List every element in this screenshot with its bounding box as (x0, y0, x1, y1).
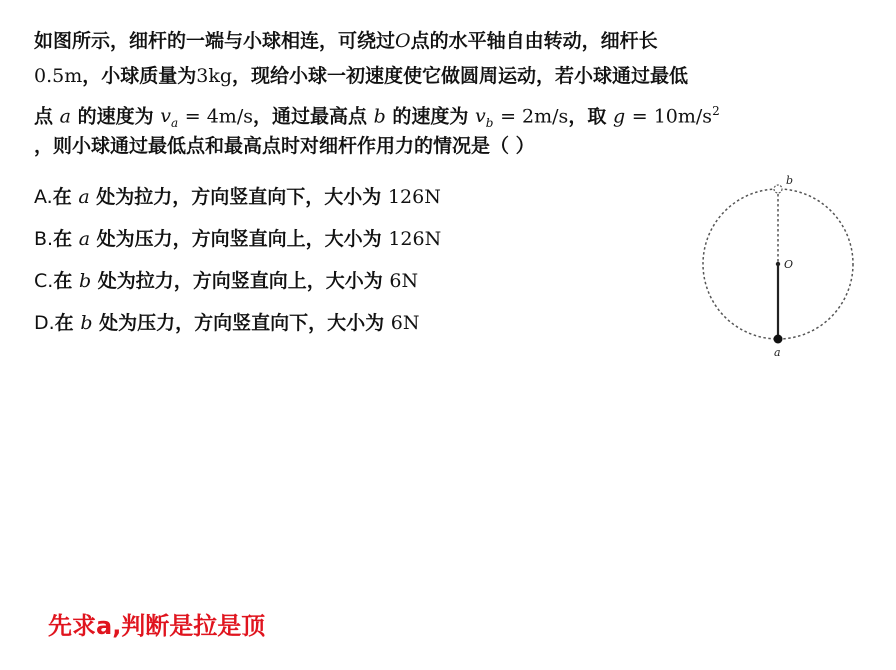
question-line-4: ，则小球通过最低点和最高点时对细杆作用力的情况是（ ） (34, 135, 535, 157)
ball-mass: 3kg (196, 65, 233, 87)
option-c[interactable]: C.在 b 处为拉力，方向竖直向上，大小为 6N (34, 270, 419, 292)
handwritten-hint: 先求a,判断是拉是顶 (48, 612, 266, 640)
pivot-O (776, 262, 780, 266)
answer-options (34, 176, 441, 344)
label-a: a (774, 346, 781, 359)
option-b[interactable]: B.在 a 处为压力，方向竖直向上，大小为 126N (34, 228, 442, 250)
rod-length: 0.5m (34, 65, 83, 87)
question-line-1: 如图所示，细杆的一端与小球相连，可绕过O点的水平轴自由转动，细杆长 (34, 30, 658, 52)
ball-b (774, 185, 782, 193)
velocity-a: $v_a$ (160, 105, 179, 131)
label-O: O (784, 258, 794, 271)
gravity-symbol: g (612, 105, 626, 128)
option-d[interactable]: D.在 b 处为压力，方向竖直向下，大小为 6N (34, 312, 420, 334)
velocity-b: $v_b$ (475, 105, 494, 131)
label-b: b (786, 174, 794, 187)
option-a[interactable]: A.在 a 处为拉力，方向竖直向下，大小为 126N (34, 186, 441, 208)
question-line-2: 0.5m，小球质量为3kg，现给小球一初速度使它做圆周运动，若小球通过最低 (34, 65, 689, 87)
ball-a (774, 335, 783, 344)
question-line-3: 点 a 的速度为 $v_a = 4m/s$，通过最高点 b 的速度为 $v_b = 2m/s$，取 $g = 10m/s^2$ (34, 104, 720, 131)
circular-motion-figure (692, 170, 862, 360)
point-O-symbol: O (395, 30, 411, 52)
question-text (34, 24, 874, 164)
